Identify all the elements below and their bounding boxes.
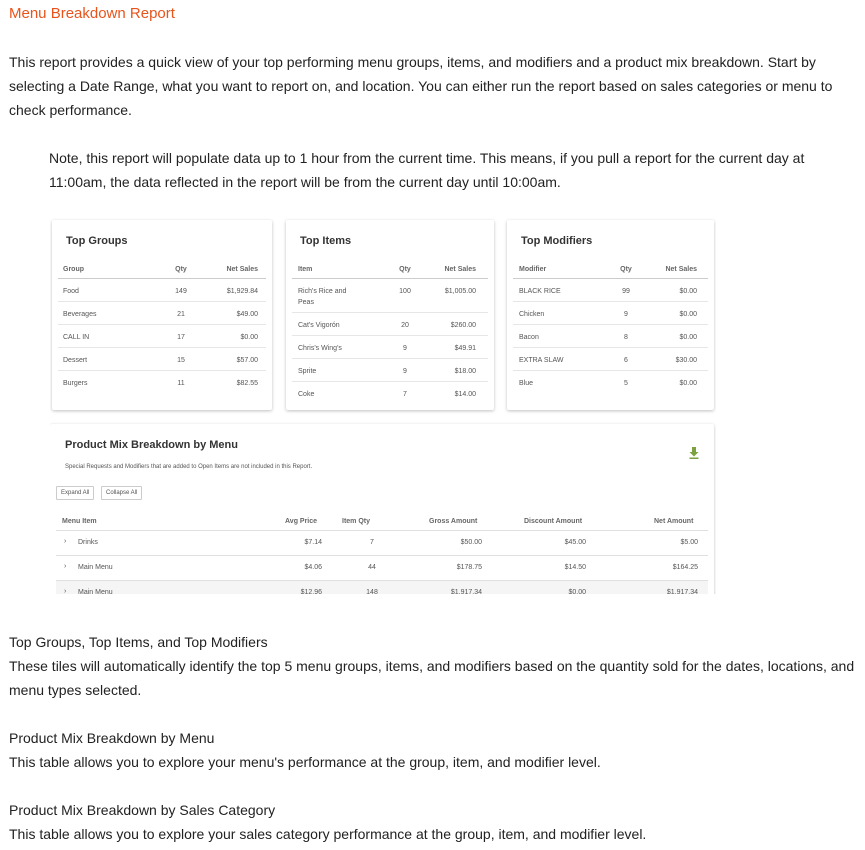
item-qty: 7 bbox=[403, 391, 407, 398]
net-amount: $5.00 bbox=[680, 539, 698, 546]
item-net-sales: $1,005.00 bbox=[444, 288, 476, 295]
col-header-qty: Qty bbox=[399, 266, 411, 273]
group-net-sales: $0.00 bbox=[240, 334, 258, 341]
item-name: Chris's Wing's bbox=[298, 345, 342, 352]
modifier-net-sales: $0.00 bbox=[679, 380, 697, 387]
item-net-sales: $14.00 bbox=[454, 391, 476, 398]
top-items-card bbox=[286, 220, 494, 410]
group-net-sales: $57.00 bbox=[236, 357, 258, 364]
top-groups-card bbox=[52, 220, 272, 410]
modifier-qty: 99 bbox=[622, 288, 630, 295]
col-header-qty: Qty bbox=[620, 266, 632, 273]
col-header-group: Group bbox=[63, 266, 84, 273]
table-row[interactable] bbox=[56, 530, 708, 555]
product-mix-card bbox=[50, 424, 714, 594]
group-qty: 11 bbox=[177, 380, 185, 387]
top-groups-title: Top Groups bbox=[66, 235, 128, 247]
section-heading: Product Mix Breakdown by Sales Category bbox=[9, 802, 276, 818]
group-name: Dessert bbox=[63, 357, 88, 364]
col-header-qty: Qty bbox=[175, 266, 187, 273]
item-qty: 100 bbox=[399, 288, 411, 295]
chevron-right-icon[interactable]: › bbox=[64, 588, 67, 594]
item-name: Rich's Rice and Peas bbox=[298, 288, 347, 306]
group-qty: 15 bbox=[177, 357, 185, 364]
item-name: Sprite bbox=[298, 368, 317, 375]
discount-amount: $14.50 bbox=[564, 564, 586, 571]
product-mix-title: Product Mix Breakdown by Menu bbox=[65, 439, 238, 451]
expand-all-button[interactable]: Expand All bbox=[56, 486, 94, 500]
avg-price: $12.96 bbox=[300, 589, 322, 594]
group-name: Burgers bbox=[63, 380, 88, 387]
group-name: Food bbox=[63, 288, 79, 295]
modifier-name: Chicken bbox=[519, 311, 545, 318]
modifier-qty: 6 bbox=[624, 357, 628, 364]
table-row[interactable] bbox=[56, 555, 708, 580]
col-header-net-sales: Net Sales bbox=[444, 266, 476, 273]
section-body: These tiles will automatically identify the top 5 menu groups, items, and modifiers based on the quantity sold for the dates, locations, and menu types selected. bbox=[9, 658, 855, 698]
col-header-menu-item[interactable]: Menu Item bbox=[62, 518, 97, 525]
modifier-net-sales: $0.00 bbox=[679, 334, 697, 341]
col-header-gross-amount[interactable]: Gross Amount bbox=[429, 518, 478, 525]
gross-amount: $178.75 bbox=[456, 564, 482, 571]
collapse-all-button[interactable]: Collapse All bbox=[101, 486, 142, 500]
modifier-name: Bacon bbox=[519, 334, 539, 341]
group-name: Beverages bbox=[63, 311, 97, 318]
section-body: This table allows you to explore your sales category performance at the group, item, and modifier level. bbox=[9, 826, 647, 842]
modifier-qty: 8 bbox=[624, 334, 628, 341]
item-net-sales: $260.00 bbox=[450, 322, 476, 329]
net-amount: $1,917.34 bbox=[666, 589, 698, 594]
discount-amount: $45.00 bbox=[564, 539, 586, 546]
col-header-net-sales: Net Sales bbox=[665, 266, 697, 273]
avg-price: $4.06 bbox=[304, 564, 322, 571]
col-header-item-qty[interactable]: Item Qty bbox=[342, 518, 371, 525]
gross-amount: $50.00 bbox=[460, 539, 482, 546]
col-header-discount-amount[interactable]: Discount Amount bbox=[524, 518, 583, 525]
group-net-sales: $82.55 bbox=[236, 380, 258, 387]
item-qty: 44 bbox=[368, 564, 376, 571]
section-heading: Top Groups, Top Items, and Top Modifiers bbox=[9, 634, 268, 650]
section-heading: Product Mix Breakdown by Menu bbox=[9, 730, 215, 746]
report-screenshot bbox=[50, 218, 716, 594]
modifier-name: EXTRA SLAW bbox=[519, 357, 564, 364]
download-icon[interactable] bbox=[689, 446, 699, 458]
chevron-right-icon[interactable]: › bbox=[64, 563, 67, 570]
gross-amount: $1,917.34 bbox=[450, 589, 482, 594]
report-title: Menu Breakdown Report bbox=[9, 5, 175, 22]
avg-price: $7.14 bbox=[304, 539, 322, 546]
modifier-net-sales: $0.00 bbox=[679, 288, 697, 295]
product-mix-subtitle: Special Requests and Modifiers that are added to Open Items are not included in this Report. bbox=[65, 464, 313, 470]
chevron-right-icon[interactable]: › bbox=[64, 538, 67, 545]
top-items-title: Top Items bbox=[300, 235, 352, 247]
item-name: Cat's Vigorón bbox=[298, 322, 340, 329]
modifier-qty: 9 bbox=[624, 311, 628, 318]
menu-item-name: Main Menu bbox=[78, 589, 113, 594]
col-header-net-amount[interactable]: Net Amount bbox=[654, 518, 694, 525]
item-qty: 7 bbox=[370, 539, 374, 546]
item-name: Coke bbox=[298, 391, 315, 398]
col-header-item: Item bbox=[298, 266, 313, 273]
section-body: This table allows you to explore your menu's performance at the group, item, and modifier level. bbox=[9, 754, 601, 770]
table-row[interactable] bbox=[56, 580, 708, 594]
group-qty: 17 bbox=[177, 334, 185, 341]
item-qty: 9 bbox=[403, 345, 407, 352]
modifier-net-sales: $30.00 bbox=[675, 357, 697, 364]
item-qty: 9 bbox=[403, 368, 407, 375]
group-name: CALL IN bbox=[63, 334, 90, 341]
item-qty: 20 bbox=[401, 322, 409, 329]
intro-paragraph: This report provides a quick view of your top performing menu groups, items, and modifiers and a product mix breakdown. Start by selecting a Date Range, what you want to report on, and location. You can either run the report based on sales categories or menu to check performance. bbox=[9, 54, 833, 118]
top-modifiers-card bbox=[507, 220, 714, 410]
top-modifiers-title: Top Modifiers bbox=[521, 235, 593, 247]
menu-item-name: Drinks bbox=[78, 539, 98, 546]
note-paragraph: Note, this report will populate data up to 1 hour from the current time. This means, if you pull a report for the current day at 11:00am, the data reflected in the report will be from the current day until 10:00am. bbox=[49, 150, 805, 190]
group-net-sales: $49.00 bbox=[236, 311, 258, 318]
group-qty: 149 bbox=[175, 288, 187, 295]
modifier-qty: 5 bbox=[624, 380, 628, 387]
modifier-name: BLACK RICE bbox=[519, 288, 561, 295]
item-qty: 148 bbox=[366, 589, 378, 594]
modifier-net-sales: $0.00 bbox=[679, 311, 697, 318]
item-net-sales: $18.00 bbox=[454, 368, 476, 375]
col-header-avg-price[interactable]: Avg Price bbox=[285, 518, 318, 525]
net-amount: $164.25 bbox=[672, 564, 698, 571]
group-qty: 21 bbox=[177, 311, 185, 318]
item-net-sales: $49.91 bbox=[454, 345, 476, 352]
group-net-sales: $1,929.84 bbox=[226, 288, 258, 295]
col-header-net-sales: Net Sales bbox=[226, 266, 258, 273]
col-header-modifier: Modifier bbox=[519, 266, 547, 273]
modifier-name: Blue bbox=[519, 380, 534, 387]
discount-amount: $0.00 bbox=[568, 589, 586, 594]
menu-item-name: Main Menu bbox=[78, 564, 113, 571]
